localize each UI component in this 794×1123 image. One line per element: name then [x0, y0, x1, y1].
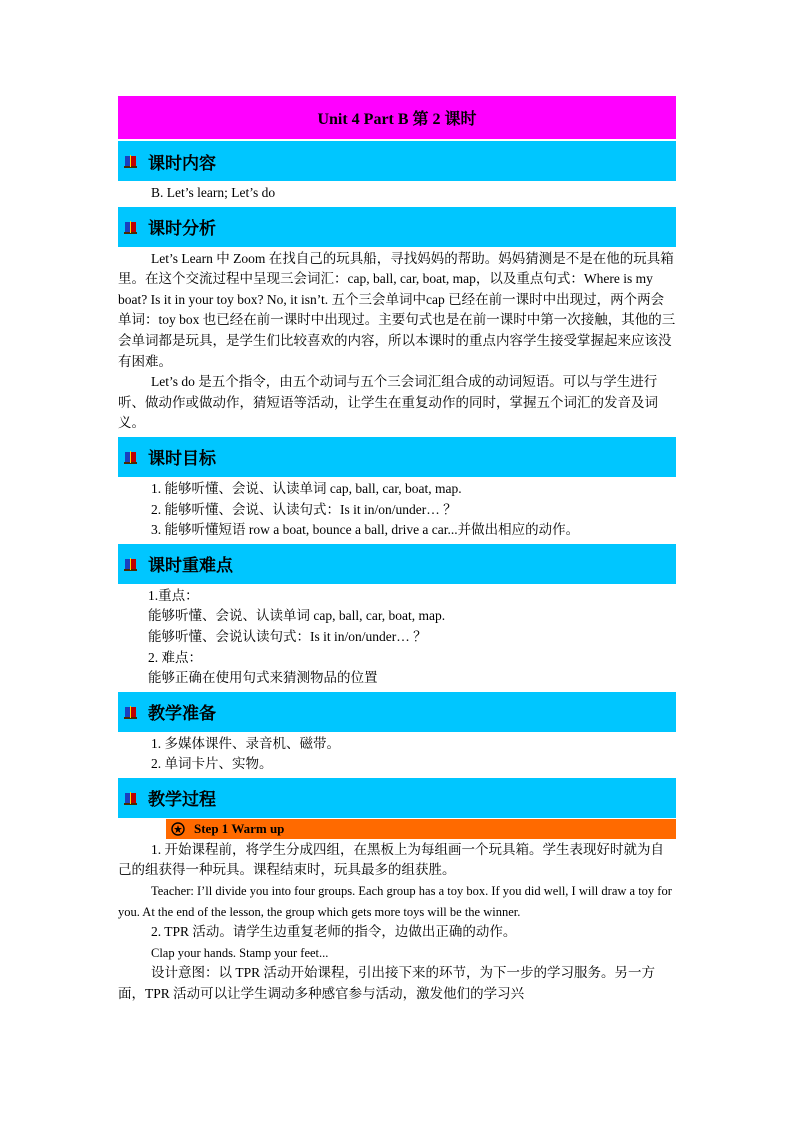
section-body-analysis: [118, 248, 676, 436]
section-heading: 课时重难点: [148, 556, 233, 577]
list-item: 1. 能够听懂、会说、认读单词 cap, ball, car, boat, map.: [151, 480, 462, 496]
section-header-process: [118, 778, 676, 819]
list-item: 能够听懂、会说认读句式：Is it in/on/under… ？: [148, 628, 427, 644]
process-paragraph: 1. 开始课程前，将学生分成四组，在黑板上为每组画一个玩具箱。学生表现好时就为自己的组获得一种玩具。课程结束时，玩具最多的组获胜。: [118, 841, 664, 878]
step-header: [166, 819, 676, 839]
page-title: Unit 4 Part B 第 2 课时: [118, 96, 676, 140]
list-item: 2. 单词卡片、实物。: [151, 756, 273, 772]
section-header-keypoints: [118, 544, 676, 585]
section-header-goals: [118, 437, 676, 478]
process-paragraph: 设计意图：以 TPR 活动开始课程，引出接下来的环节，为下一步的学习服务。另一方面，TPR 活动可以让学生调动多种感官参与活动，激发他们的学习兴: [118, 965, 656, 1001]
list-item: 3. 能够听懂短语 row a boat, bounce a ball, drive a car...并做出相应的动作。: [151, 522, 580, 538]
process-paragraph: Clap your hands. Stamp your feet...: [151, 945, 329, 960]
list-item: 1.重点：: [148, 587, 199, 603]
list-item: 2. 难点：: [148, 649, 202, 665]
analysis-paragraph: Let’s Learn 中 Zoom 在找自己的玩具船，寻找妈妈的帮助。妈妈猜测是不是在他的玩具箱里。在这个交流过程中呈现三会词汇：cap, ball, car, boat, map，以及重点句式：Where is my boat? Is it in your toy box? No, it isn’t. 五个三会单词中cap 已经在前一课时中出现过，两个两会单词：toy box 也已经在前一课时中出现过。主要句式也是在前一课时中第一次接触，其他的三会单词都是玩具，是学生们比较喜欢的内容，所以本课时的重点内容学生接受掌握起来应该没有困难。: [118, 250, 676, 369]
book-bullet-icon: [122, 789, 140, 807]
section-body-keypoints: [118, 585, 676, 691]
section-heading: 课时目标: [148, 449, 216, 470]
content-text: B. Let’s learn; Let’s do: [151, 185, 276, 200]
book-bullet-icon: [122, 703, 140, 721]
section-header-content: [118, 141, 676, 182]
section-heading: 课时内容: [148, 153, 216, 174]
section-heading: 教学过程: [148, 790, 216, 811]
book-bullet-icon: [122, 448, 140, 466]
section-heading: 课时分析: [148, 219, 216, 240]
section-body-prep: [118, 733, 676, 777]
book-bullet-icon: [122, 555, 140, 573]
section-heading: 教学准备: [148, 704, 216, 725]
lesson-plan: [118, 96, 676, 1006]
analysis-paragraph: Let’s do 是五个指令，由五个动词与五个三会词汇组合成的动词短语。可以与学生进行听、做动作或做动作，猜短语等活动，让学生在重复动作的同时，掌握五个词汇的发音及词义。: [118, 374, 658, 431]
list-item: 能够正确在使用句式来猜测物品的位置: [148, 670, 378, 686]
section-body-content: [118, 182, 676, 206]
section-body-process: [118, 839, 676, 1006]
section-header-prep: [118, 692, 676, 733]
list-item: 1. 多媒体课件、录音机、磁带。: [151, 735, 340, 751]
section-body-goals: [118, 478, 676, 543]
list-item: 2. 能够听懂、会说、认读句式：Is it in/on/under… ？: [151, 501, 457, 517]
section-header-analysis: [118, 207, 676, 248]
book-bullet-icon: [122, 218, 140, 236]
process-paragraph: 2. TPR 活动。请学生边重复老师的指令，边做出正确的动作。: [151, 924, 517, 940]
star-circle-icon: [171, 822, 185, 836]
step-label: Step 1 Warm up: [194, 820, 285, 836]
list-item: 能够听懂、会说、认读单词 cap, ball, car, boat, map.: [148, 608, 446, 624]
book-bullet-icon: [122, 152, 140, 170]
process-paragraph: Teacher: I’ll divide you into four groups. Each group has a toy box. If you did well, I will draw a toy for you. At the end of the lesson, the group which gets more toys will be the winner.: [118, 884, 672, 919]
